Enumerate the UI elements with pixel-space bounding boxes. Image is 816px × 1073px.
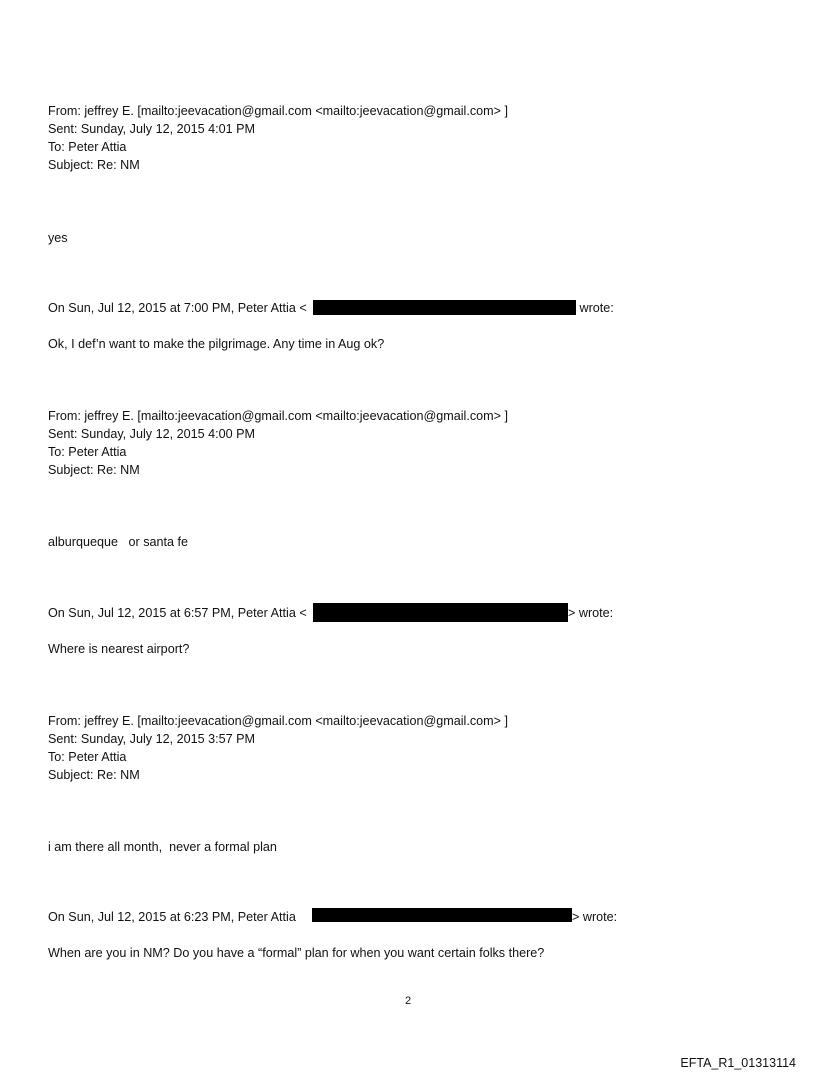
email-to-line: To: Peter Attia	[48, 445, 127, 459]
quote-header-suffix: > wrote:	[568, 606, 614, 620]
quoted-body: Where is nearest airport?	[48, 642, 190, 656]
email-sent-line: Sent: Sunday, July 12, 2015 3:57 PM	[48, 732, 255, 746]
quote-header-prefix: On Sun, Jul 12, 2015 at 6:23 PM, Peter Attia	[48, 910, 296, 924]
quoted-body: When are you in NM? Do you have a “formal” plan for when you want certain folks there?	[48, 946, 545, 960]
email-body: yes	[48, 231, 68, 245]
email-from-line: From: jeffrey E. [mailto:jeevacation@gmail.com <mailto:jeevacation@gmail.com> ]	[48, 104, 508, 118]
page-number: 2	[404, 995, 412, 1007]
email-from-line: From: jeffrey E. [mailto:jeevacation@gmail.com <mailto:jeevacation@gmail.com> ]	[48, 409, 508, 423]
quote-header-suffix: > wrote:	[572, 910, 618, 924]
email-to-line: To: Peter Attia	[48, 140, 127, 154]
quote-header-suffix: wrote:	[576, 301, 614, 315]
email-sent-line: Sent: Sunday, July 12, 2015 4:01 PM	[48, 122, 255, 136]
quote-header-prefix: On Sun, Jul 12, 2015 at 7:00 PM, Peter Attia <	[48, 301, 307, 315]
email-from-line: From: jeffrey E. [mailto:jeevacation@gmail.com <mailto:jeevacation@gmail.com> ]	[48, 714, 508, 728]
email-sent-line: Sent: Sunday, July 12, 2015 4:00 PM	[48, 427, 255, 441]
email-body: alburqueque or santa fe	[48, 535, 189, 549]
quote-header-prefix: On Sun, Jul 12, 2015 at 6:57 PM, Peter Attia <	[48, 606, 307, 620]
email-subject-line: Subject: Re: NM	[48, 463, 140, 477]
quoted-body: Ok, I def’n want to make the pilgrimage. Any time in Aug ok?	[48, 337, 385, 351]
email-to-line: To: Peter Attia	[48, 750, 127, 764]
redaction-block	[313, 603, 568, 622]
redaction-block	[312, 908, 572, 922]
email-body: i am there all month, never a formal plan	[48, 840, 277, 854]
document-id: EFTA_R1_01313114	[680, 1056, 796, 1070]
redaction-block	[313, 300, 576, 315]
email-subject-line: Subject: Re: NM	[48, 158, 140, 172]
email-subject-line: Subject: Re: NM	[48, 768, 140, 782]
